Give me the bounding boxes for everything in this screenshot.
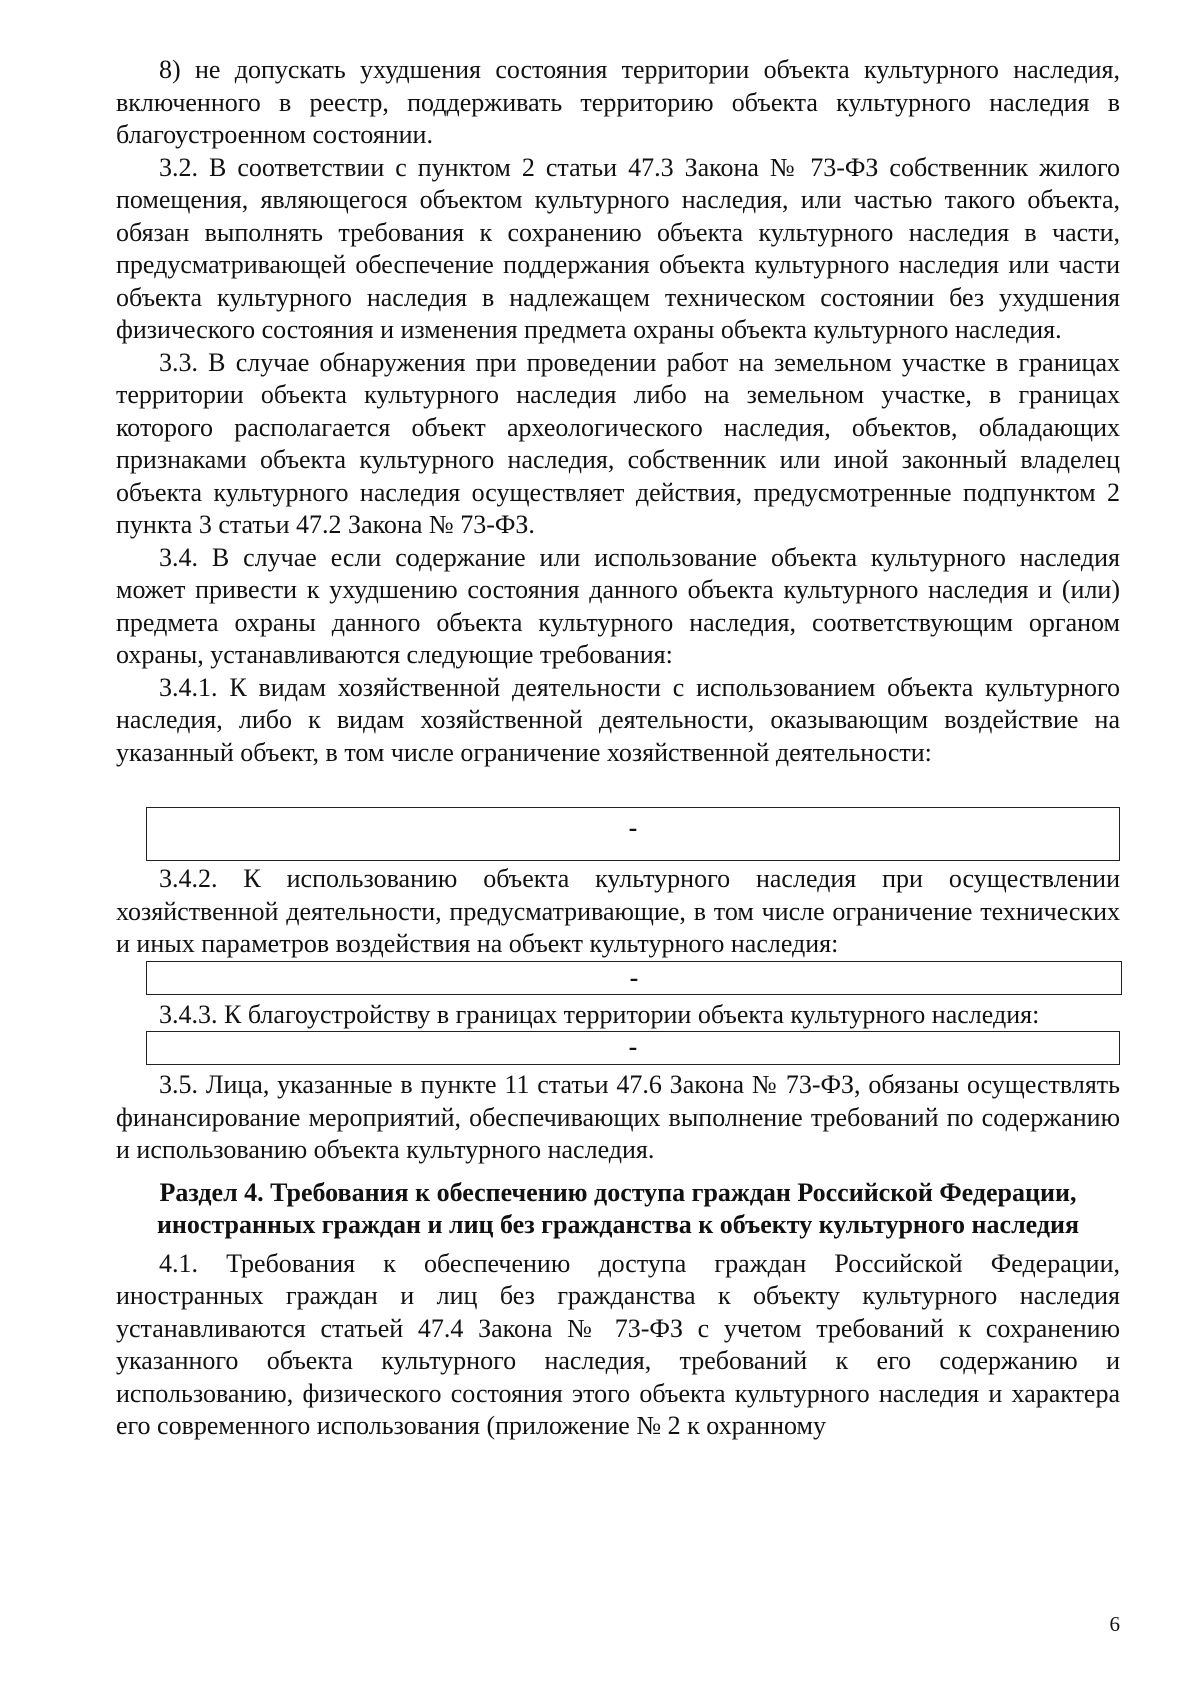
table-cell-dash: -: [628, 1032, 638, 1061]
requirements-table-3: [146, 1031, 1120, 1065]
paragraph-3-4-1: 3.4.1. К видам хозяйственной деятельности с использованием объекта культурного наследия, либо к видам хозяйственной деятельности, оказывающим воздействие на указанный объект, в том числе ограничение хозяйственной деятельности:: [116, 672, 1120, 767]
paragraph-3-4-3: 3.4.3. К благоустройству в границах территории объекта культурного наследия:: [159, 999, 1040, 1029]
paragraph-4-1: 4.1. Требования к обеспечению доступа граждан Российской Федерации, иностранных граждан и лиц без гражданства к объекту культурного наследия устанавливаются статьей 47.4 Закона № 73-ФЗ с учетом требований к сохранению указанного объекта культурного наследия, требований к его содержанию и использованию, физического состояния этого объекта культурного наследия и характера его современного использования (приложение № 2 к охранному: [116, 1248, 1120, 1440]
paragraph-3-5: 3.5. Лица, указанные в пункте 11 статьи 47.6 Закона № 73-ФЗ, обязаны осуществлять финансирование мероприятий, обеспечивающих выполнение требований по содержанию и использованию объекта культурного наследия.: [116, 1070, 1120, 1164]
paragraph-3-3: 3.3. В случае обнаружения при проведении работ на земельном участке в границах территории объекта культурного наследия либо на земельном участке, в границах которого располагается объект археологического наследия, объектов, обладающих признаками объекта культурного наследия, собственник или иной законный владелец объекта культурного наследия осуществляет действия, предусмотренные подпунктом 2 пункта 3 статьи 47.2 Закона № 73-ФЗ.: [116, 347, 1120, 539]
requirements-table-1: [146, 807, 1120, 861]
page-number: 6: [1109, 1612, 1120, 1636]
paragraph-item-8: 8) не допускать ухудшения состояния территории объекта культурного наследия, включенного в реестр, поддерживать территорию объекта культурного наследия в благоустроенном состоянии.: [116, 55, 1120, 149]
section-heading: Раздел 4. Требования к обеспечению доступа граждан Российской Федерации, иностранных граждан и лиц без гражданства к объекту культурного наследия: [156, 1177, 1080, 1239]
table-cell-dash: -: [628, 813, 638, 842]
paragraph-3-4: 3.4. В случае если содержание или использование объекта культурного наследия может привести к ухудшению состояния данного объекта культурного наследия и (или) предмета охраны данного объекта культурного наследия, соответствующим органом охраны, устанавливаются следующие требования:: [116, 542, 1120, 669]
table-cell-dash: -: [629, 962, 639, 992]
requirements-table-2: [146, 961, 1122, 995]
document-page: [116, 54, 1120, 1443]
paragraph-3-2: 3.2. В соответствии с пунктом 2 статьи 47.3 Закона № 73-ФЗ собственник жилого помещения, являющегося объектом культурного наследия, или частью такого объекта, обязан выполнять требования к сохранению объекта культурного наследия в части, предусматривающей обеспечение поддержания объекта культурного наследия или части объекта культурного наследия в надлежащем техническом состоянии без ухудшения физического состояния и изменения предмета охраны объекта культурного наследия.: [116, 152, 1120, 344]
paragraph-3-4-2: 3.4.2. К использованию объекта культурного наследия при осуществлении хозяйственной деятельности, предусматривающие, в том числе ограничение технических и иных параметров воздействия на объект культурного наследия:: [116, 864, 1120, 958]
